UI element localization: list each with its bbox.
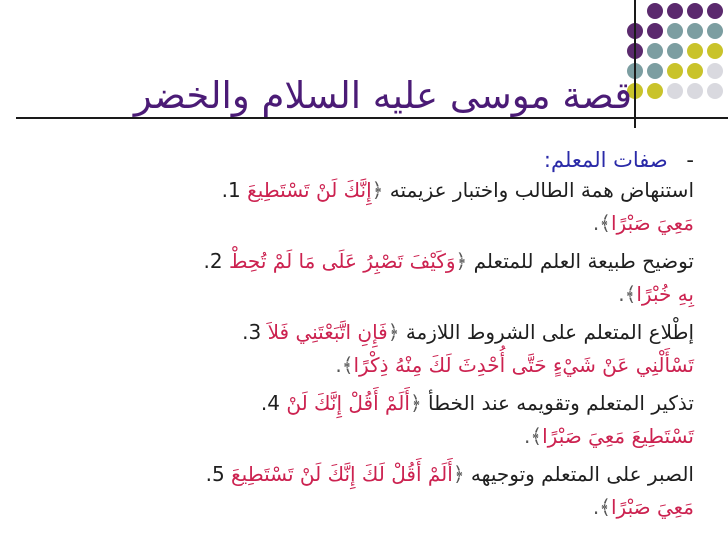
item-number: 5. xyxy=(205,462,225,486)
dot xyxy=(687,43,703,59)
list-item-continuation xyxy=(593,211,694,235)
list-item-continuation xyxy=(335,353,694,377)
dot xyxy=(647,23,663,39)
heading-dash: - xyxy=(686,148,694,172)
dot xyxy=(647,43,663,59)
section-heading xyxy=(544,148,694,172)
list-item-line xyxy=(261,391,694,415)
quote-open-bracket: ﴿ xyxy=(452,462,465,486)
quote-open-bracket: ﴿ xyxy=(409,391,422,415)
quote-text: مَعِيَ صَبْرًا xyxy=(611,211,694,235)
quote-close-bracket: ﴾. xyxy=(524,424,543,448)
item-text: توضيح طبيعة العلم للمتعلم xyxy=(473,249,694,273)
dot xyxy=(687,83,703,99)
dot xyxy=(687,3,703,19)
quote-text: وَكَيْفَ تَصْبِرُ عَلَى مَا لَمْ تُحِطْ xyxy=(228,249,456,273)
dot xyxy=(707,83,723,99)
quote-text: أَلَمْ أَقُلْ لَكَ إِنَّكَ لَنْ تَسْتَطِيعَ xyxy=(231,462,453,486)
list-item-continuation xyxy=(524,424,694,448)
dot xyxy=(667,83,683,99)
quote-open-bracket: ﴿ xyxy=(371,178,384,202)
list-item-line xyxy=(206,462,694,486)
dot xyxy=(667,23,683,39)
heading-label: صفات المعلم xyxy=(551,148,668,172)
decorative-dot-grid xyxy=(627,0,728,112)
quote-text: أَلَمْ أَقُلْ إِنَّكَ لَنْ xyxy=(286,391,410,415)
dot xyxy=(687,63,703,79)
dot xyxy=(647,3,663,19)
item-number: 1. xyxy=(221,178,241,202)
item-number: 3. xyxy=(242,320,262,344)
quote-text: بِهِ خُبْرًا xyxy=(636,282,694,306)
item-text: إطْلاع المتعلم على الشروط اللازمة xyxy=(405,320,694,344)
quote-open-bracket: ﴿ xyxy=(387,320,400,344)
dot xyxy=(647,63,663,79)
quote-close-bracket: ﴾. xyxy=(592,211,611,235)
list-item-line xyxy=(203,249,694,273)
quote-text: تَسْتَطِيعَ مَعِيَ صَبْرًا xyxy=(542,424,694,448)
dot xyxy=(687,23,703,39)
quote-open-bracket: ﴿ xyxy=(455,249,468,273)
dot xyxy=(667,63,683,79)
vertical-divider xyxy=(634,0,636,128)
quote-text: إِنَّكَ لَنْ تَسْتَطِيعَ xyxy=(247,178,372,202)
dot xyxy=(667,3,683,19)
quote-text: تَسْأَلْنِي عَنْ شَيْءٍ حَتَّى أُحْدِثَ لَكَ مِنْهُ ذِكْرًا xyxy=(353,353,694,377)
quote-text: مَعِيَ صَبْرًا xyxy=(611,495,694,519)
list-item-line xyxy=(222,178,694,202)
title-underline xyxy=(16,117,728,119)
list-item-continuation xyxy=(593,495,694,519)
dot xyxy=(707,43,723,59)
slide-title: قصة موسى عليه السلام والخضر xyxy=(133,74,632,117)
quote-close-bracket: ﴾. xyxy=(335,353,354,377)
dot xyxy=(667,43,683,59)
dot xyxy=(647,83,663,99)
list-item-continuation xyxy=(618,282,694,306)
item-number: 2. xyxy=(203,249,223,273)
quote-text: فَإِنِ اتَّبَعْتَنِي فَلاَ xyxy=(267,320,388,344)
quote-close-bracket: ﴾. xyxy=(618,282,637,306)
heading-colon: : xyxy=(543,148,551,172)
item-text: الصبر على المتعلم وتوجيهه xyxy=(470,462,694,486)
item-text: استنهاض همة الطالب واختبار عزيمته xyxy=(389,178,694,202)
dot xyxy=(707,3,723,19)
dot xyxy=(707,23,723,39)
quote-close-bracket: ﴾. xyxy=(592,495,611,519)
list-item-line xyxy=(242,320,694,344)
item-text: تذكير المتعلم وتقويمه عند الخطأ xyxy=(428,391,694,415)
item-number: 4. xyxy=(260,391,280,415)
dot xyxy=(707,63,723,79)
